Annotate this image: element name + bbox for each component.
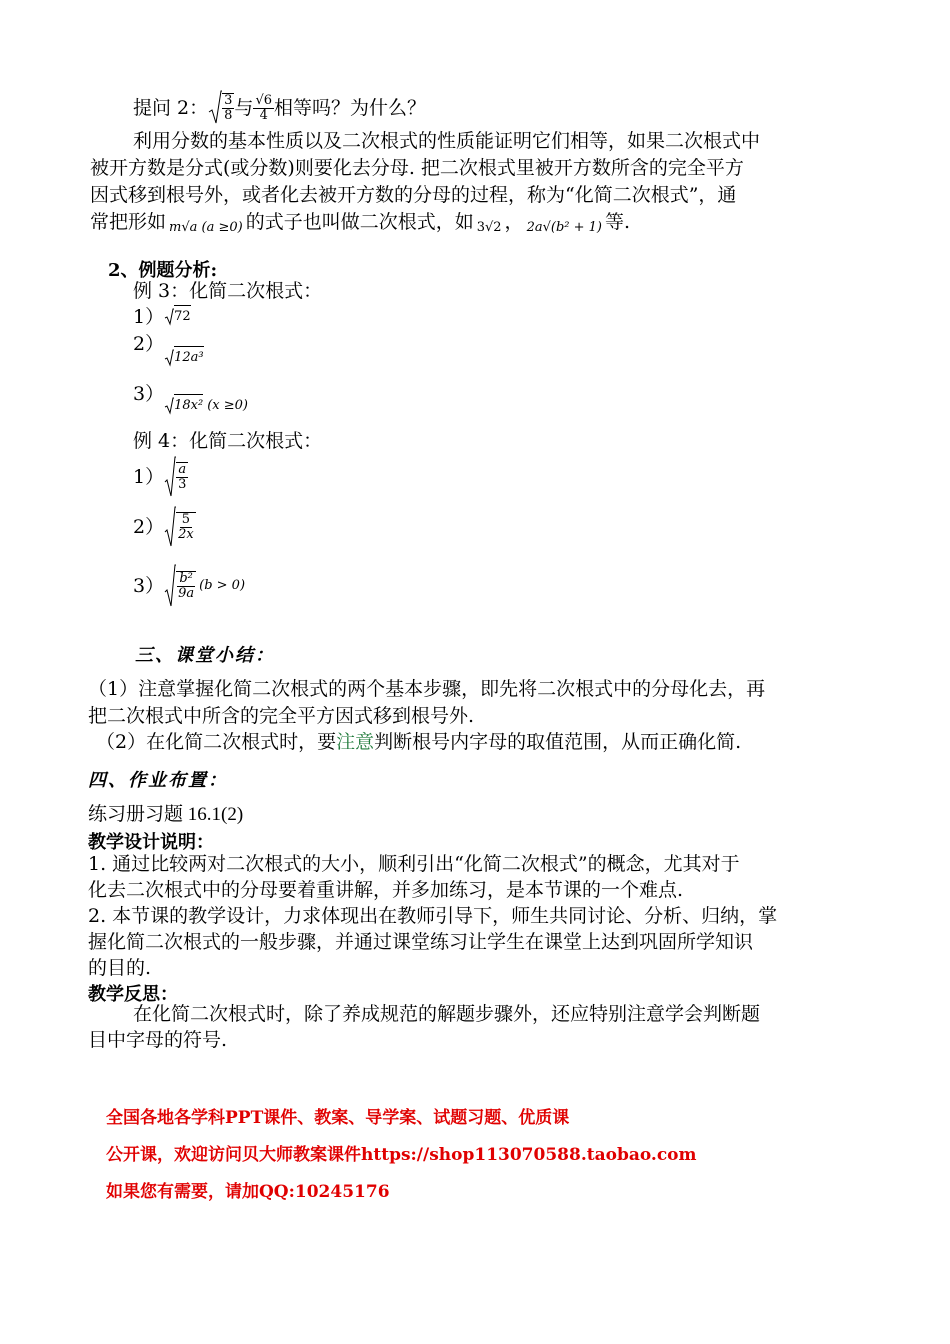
math-3-sqrt-2: 3√2: [476, 220, 502, 235]
math-2a-sqrt: 2a√(b² + 1): [526, 220, 602, 235]
design-title: 教学设计说明：: [88, 832, 214, 853]
radical-sign-icon: [208, 90, 222, 126]
ex4-item-1: 1） $\frac{a}{3}$: [133, 456, 188, 498]
radical-sign-icon: [164, 397, 174, 415]
question-2-conj: 与: [234, 97, 254, 119]
question-2: [133, 90, 426, 126]
sqrt-a-over-3: $\frac{a}{3}$: [164, 456, 188, 498]
reflection-line-2: 目中字母的符号.: [88, 1029, 228, 1051]
radical-sign-icon: [164, 349, 174, 367]
para-line-1: 利用分数的基本性质以及二次根式的性质能证明它们相等，如果二次根式中: [133, 130, 761, 152]
radical-sign-icon: [164, 456, 176, 498]
design-line-4: 握化简二次根式的一般步骤，并通过课堂练习让学生在课堂上达到巩固所学知识: [88, 931, 754, 953]
sqrt-fraction-1: $\frac{3}{8}$: [208, 90, 234, 126]
example-3-title: 例 3：化简二次根式：: [133, 280, 323, 302]
reflection-line-1: 在化简二次根式时，除了养成规范的解题步骤外，还应特别注意学会判断题: [133, 1003, 761, 1025]
design-line-3: 2. 本节课的教学设计，力求体现出在教师引导下，师生共同讨论、分析、归纳，掌: [88, 905, 778, 927]
ad-line-1: 全国各地各学科PPT课件、教案、导学案、试题习题、优质课: [106, 1108, 570, 1128]
section-3-title: 三、课堂小结：: [135, 645, 275, 666]
example-4-title: 例 4：化简二次根式：: [133, 430, 323, 452]
summary-line-3: （2）在化简二次根式时，要注意判断根号内字母的取值范围，从而正确化简.: [96, 731, 742, 753]
ex3-item-1: 1） 72: [133, 305, 191, 328]
radical-sign-icon: [164, 564, 176, 608]
para-line-4: 常把形如 m√a (a ≥0) 的式子也叫做二次根式，如 3√2 ， 2a√(b² + 1) 等.: [90, 211, 630, 233]
sqrt-18x2: 18x² (x ≥0): [164, 394, 248, 417]
homework-text: 练习册习题 16.1(2): [88, 804, 244, 825]
ad-line-2: 公开课，欢迎访问贝大师教案课件https://shop113070588.taobao.com: [106, 1145, 697, 1165]
fraction-2: $\frac{√6}{4}$: [255, 92, 272, 123]
question-2-suffix: 相等吗？为什么？: [274, 97, 427, 119]
radical-sign-icon: [164, 308, 174, 326]
section-4-title: 四、作业布置：: [88, 770, 228, 791]
ex3-item-3: 3） 18x² (x ≥0): [133, 382, 248, 405]
design-line-5: 的目的.: [88, 957, 152, 979]
reflection-title: 教学反思：: [88, 984, 178, 1005]
para-line-2: 被开方数是分式(或分数)则要化去分母. 把二次根式里被开方数所含的完全平方: [90, 157, 744, 179]
sqrt-72: 72: [164, 305, 191, 328]
ex4-item-3: 3） $\frac{\text{b²}}{9a}$ (b > 0): [133, 564, 245, 608]
sqrt-12a3: 12a³: [164, 346, 204, 369]
section-2-title: 2、例题分析:: [108, 260, 218, 281]
summary-line-1: （1）注意掌握化简二次根式的两个基本步骤，即先将二次根式中的分母化去，再: [88, 678, 766, 700]
sqrt-b2-over-9a: $\frac{\text{b²}}{9a}$ (b > 0): [164, 564, 245, 608]
summary-line-2: 把二次根式中所含的完全平方因式移到根号外.: [88, 705, 475, 727]
question-2-prefix: 提问 2：: [133, 97, 209, 119]
ex3-item-2: 2） 12a³: [133, 332, 204, 355]
ad-line-3: 如果您有需要，请加QQ:10245176: [106, 1182, 390, 1202]
highlight-note: 注意: [336, 731, 375, 753]
design-line-2: 化去二次根式中的分母要着重讲解，并多加练习，是本节课的一个难点.: [88, 879, 684, 901]
radical-sign-icon: [164, 506, 176, 548]
design-line-1: 1. 通过比较两对二次根式的大小，顺利引出“化简二次根式”的概念，尤其对于: [88, 853, 740, 875]
sqrt-5-over-2x: $\frac{5}{2x}$: [164, 506, 196, 548]
para-line-3: 因式移到根号外，或者化去被开方数的分母的过程，称为“化简二次根式”，通: [90, 184, 737, 206]
ex4-item-2: 2） $\frac{5}{2x}$: [133, 506, 196, 548]
math-m-sqrt-a: m√a (a ≥0): [169, 220, 243, 235]
